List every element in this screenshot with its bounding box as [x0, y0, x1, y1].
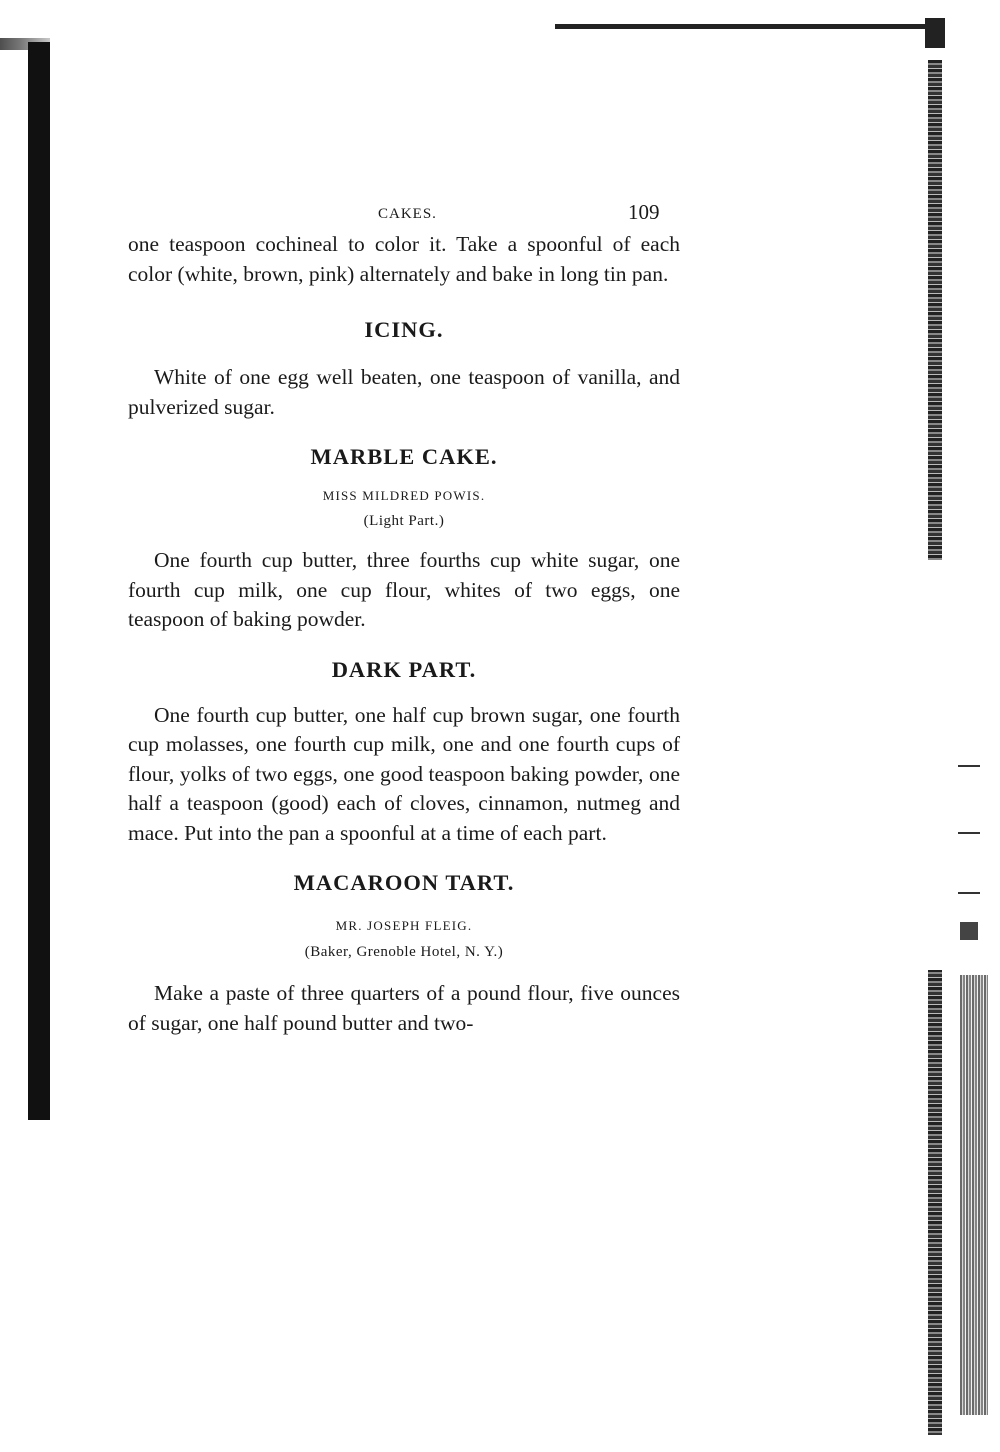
- recipe-contributor: MR. JOSEPH FLEIG.: [335, 918, 473, 933]
- scan-mark-block: [960, 922, 978, 940]
- continuation-paragraph: one teaspoon cochineal to color it. Take a spoonful of each color (white, brown, pink) alternately and bake in long tin pan.: [128, 232, 680, 286]
- marble-cake-paragraph: One fourth cup butter, three fourths cup white sugar, one fourth cup milk, one cup flour, whites of two eggs, one teaspoon of baking powder.: [128, 548, 680, 631]
- recipe-note: (Light Part.): [363, 513, 445, 529]
- scan-mark: [958, 832, 980, 834]
- recipe-contributor: MISS MILDRED POWIS.: [322, 488, 486, 503]
- section-heading-marble-cake: MARBLE CAKE.: [310, 444, 498, 469]
- scan-edge-gap: [926, 560, 948, 970]
- scan-mark: [958, 892, 980, 894]
- page-number: 109: [628, 200, 660, 224]
- book-page: [128, 196, 680, 1038]
- dark-part-paragraph: One fourth cup butter, one half cup brown sugar, one fourth cup molasses, one fourth cup milk, one and one fourth cups of flour, yolks of two eggs, one good teaspoon baking powder, one half a teaspoon (good) each of cloves, cinnamon, nutmeg and mace. Put into the pan a spoonful at a time of each part.: [128, 702, 680, 845]
- scan-corner: [925, 18, 945, 48]
- section-heading-icing: ICING.: [364, 317, 444, 342]
- section-heading-macaroon-tart: MACAROON TART.: [293, 870, 515, 895]
- running-head-title: CAKES.: [378, 206, 437, 222]
- scan-edge-lower-right: [960, 975, 988, 1415]
- recipe-note: (Baker, Grenoble Hotel, N. Y.): [304, 944, 504, 960]
- macaroon-tart-paragraph: Make a paste of three quarters of a pound flour, five ounces of sugar, one half pound butter and two-: [128, 981, 680, 1035]
- scan-edge-top: [555, 24, 945, 29]
- section-heading-dark-part: DARK PART.: [331, 656, 477, 682]
- running-head: [128, 196, 680, 230]
- scan-binding-shadow: [28, 42, 50, 1120]
- scan-mark: [958, 765, 980, 767]
- icing-paragraph: White of one egg well beaten, one teaspoon of vanilla, and pulverized sugar.: [128, 365, 680, 419]
